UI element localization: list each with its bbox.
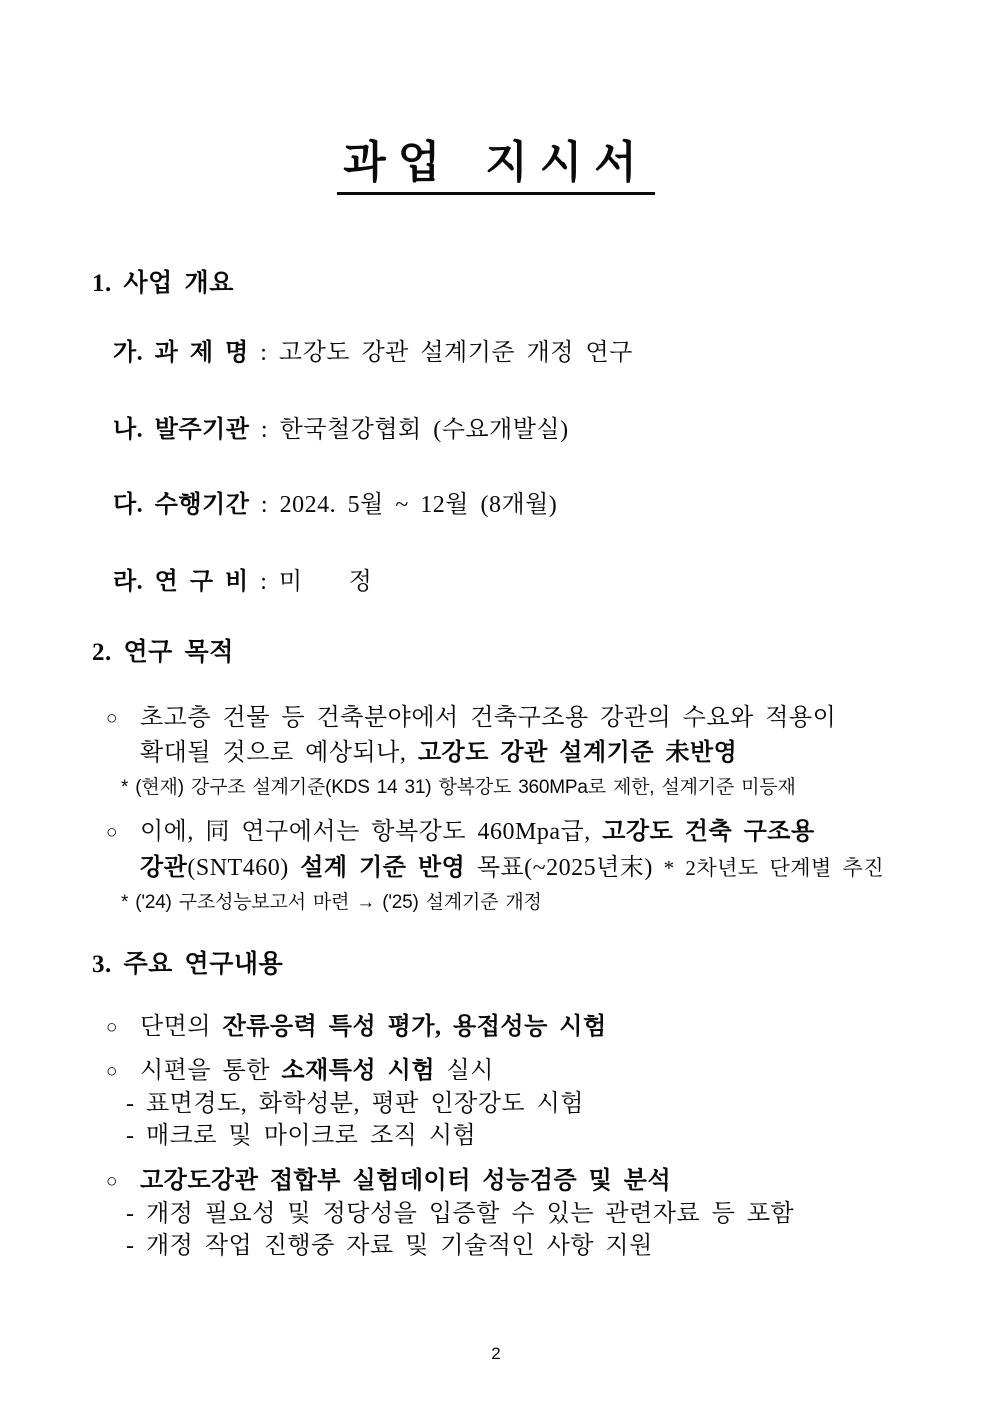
s2-bullet2-line2-small: * 2차년도 단계별 추진 — [652, 856, 885, 880]
page-number: 2 — [491, 1344, 501, 1363]
s2-bullet2-line1 — [106, 815, 815, 850]
colon-separator: : — [248, 340, 279, 366]
s3-bullet2 — [106, 1054, 494, 1089]
item-budget-value: 미 정 — [278, 569, 373, 595]
circle-bullet-icon: ○ — [106, 1017, 118, 1038]
s2-note1-text: * (현재) 강구조 설계기준(KDS 14 31) 항복강도 360MPa로 제한, 설계기준 미등재 — [121, 777, 796, 798]
s2-bullet1-line2-bold: 고강도 강관 설계기준 未반영 — [417, 740, 738, 766]
s3-bullet2-regular2: 실시 — [435, 1058, 494, 1084]
s2-bullet2-line2-regular2: 목표(~2025년末) — [465, 855, 653, 881]
s2-note2-text: * ('24) 구조성능보고서 마련 → ('25) 설계기준 개정 — [121, 892, 542, 913]
s2-bullet2-line2 — [140, 851, 884, 885]
circle-bullet-icon: ○ — [106, 822, 118, 843]
colon-separator: : — [248, 569, 279, 595]
section2-heading — [92, 636, 234, 670]
s3-bullet1-bold: 잔류응력 특성 평가, 용접성능 시험 — [222, 1014, 607, 1040]
item-project-name-label: 가. 과 제 명 — [113, 340, 249, 366]
s2-bullet2-line1-regular: 이에, 同 연구에서는 항복강도 460Mpa급, — [140, 819, 603, 845]
s3-bullet2-bold: 소재특성 시험 — [281, 1058, 436, 1084]
section3-heading — [92, 948, 283, 982]
s3-dash3-text: - 개정 필요성 및 정당성을 입증할 수 있는 관련자료 등 포함 — [126, 1201, 795, 1227]
colon-separator: : — [249, 492, 280, 518]
s2-bullet2-line1-bold: 고강도 건축 구조용 — [602, 819, 815, 845]
section2-heading-text: 2. 연구 목적 — [92, 639, 234, 666]
section1-heading — [92, 267, 234, 301]
s2-bullet2-line2-bold1: 강관 — [140, 855, 188, 881]
s3-dash1-text: - 표면경도, 화학성분, 평판 인장강도 시험 — [126, 1091, 584, 1117]
item-ordering-org-value: 한국철강협회 (수요개발실) — [279, 417, 569, 443]
item-ordering-org-label: 나. 발주기관 — [113, 417, 250, 443]
s3-bullet3-bold: 고강도강관 접합부 실험데이터 성능검증 및 분석 — [140, 1168, 672, 1194]
circle-bullet-icon: ○ — [106, 708, 118, 729]
s3-dash1 — [126, 1087, 584, 1121]
colon-separator: : — [249, 417, 280, 443]
s2-bullet1-line2-regular: 확대될 것으로 예상되나, — [140, 740, 418, 766]
document-title-text: 과업 지시서 — [337, 126, 655, 195]
item-period-label: 다. 수행기간 — [113, 492, 250, 518]
document-title — [0, 126, 992, 195]
s3-bullet3 — [106, 1164, 671, 1199]
section1-heading-text: 1. 사업 개요 — [92, 270, 234, 297]
s3-dash4 — [126, 1229, 653, 1263]
circle-bullet-icon: ○ — [106, 1061, 118, 1082]
s2-bullet1-line1 — [106, 701, 836, 736]
s3-bullet1 — [106, 1010, 607, 1045]
s3-dash3 — [126, 1197, 794, 1231]
s2-bullet2-line2-bold2: 설계 기준 반영 — [288, 855, 466, 881]
item-budget — [113, 565, 372, 599]
s3-bullet1-regular: 단면의 — [140, 1014, 223, 1040]
s2-note1 — [121, 774, 796, 802]
s3-dash4-text: - 개정 작업 진행중 자료 및 기술적인 사항 지원 — [126, 1233, 653, 1259]
item-period — [113, 488, 557, 522]
item-project-name-value: 고강도 강관 설계기준 개정 연구 — [278, 340, 633, 366]
s3-dash2 — [126, 1119, 476, 1153]
item-budget-label: 라. 연 구 비 — [113, 569, 249, 595]
item-project-name — [113, 336, 633, 370]
s3-dash2-text: - 매크로 및 마이크로 조직 시험 — [126, 1123, 477, 1149]
item-period-value: 2024. 5월 ~ 12월 (8개월) — [279, 492, 558, 518]
s3-bullet2-regular1: 시편을 통한 — [140, 1058, 282, 1084]
section3-heading-text: 3. 주요 연구내용 — [92, 951, 284, 978]
s2-bullet1-line2 — [140, 736, 737, 770]
s2-bullet1-line1-text: 초고층 건물 등 건축분야에서 건축구조용 강관의 수요와 적용이 — [140, 705, 837, 731]
s2-bullet2-line2-regular1: (SNT460) — [187, 855, 289, 881]
circle-bullet-icon: ○ — [106, 1171, 118, 1192]
item-ordering-org — [113, 413, 569, 447]
s2-note2 — [121, 889, 542, 917]
